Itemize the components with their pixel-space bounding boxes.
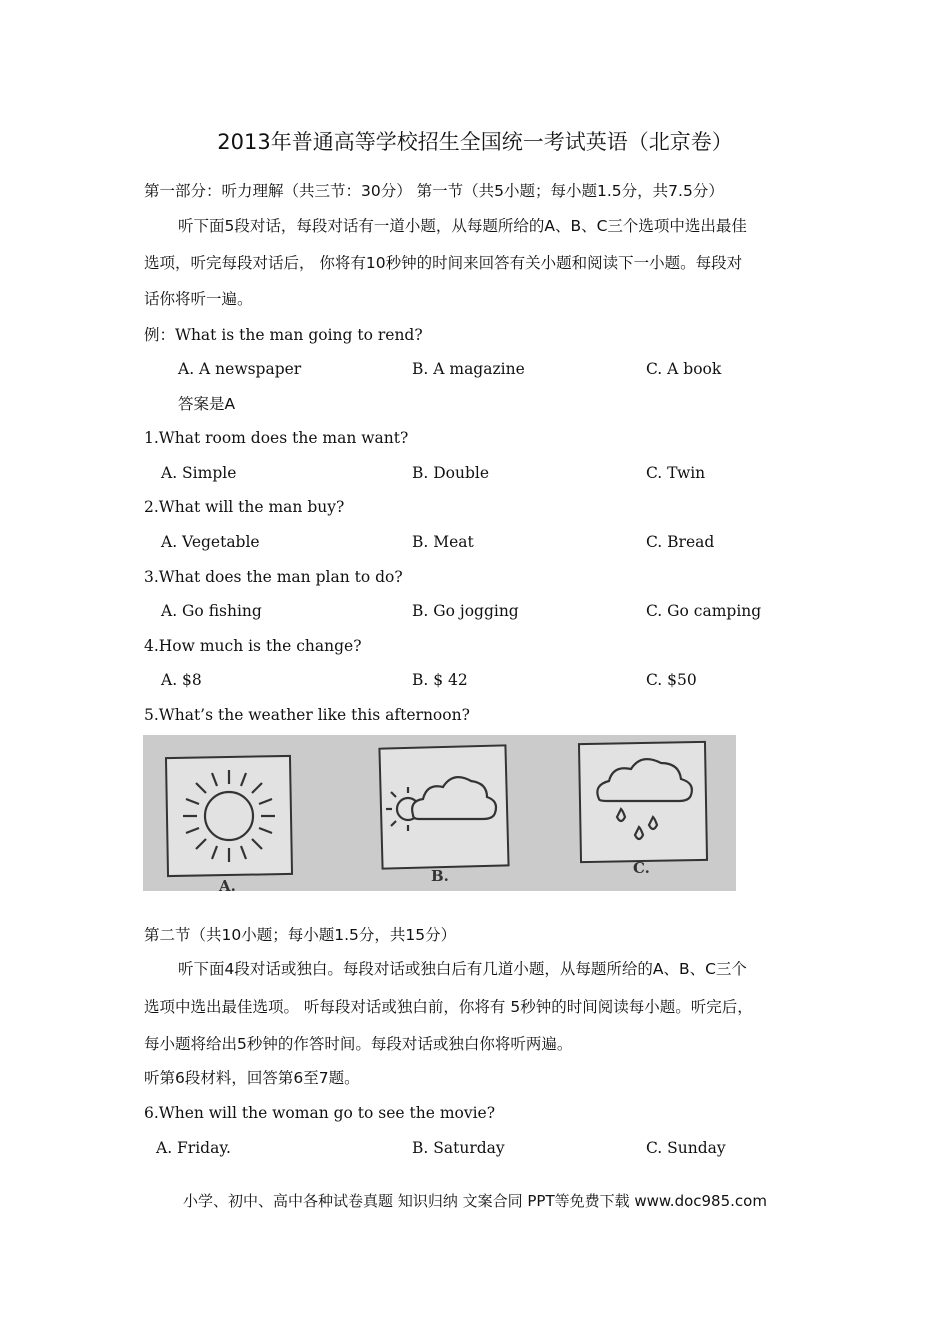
question-1: 1.What room does the man want?	[144, 429, 409, 447]
rainy-panel	[579, 742, 707, 877]
part1-heading: 第一部分：听力理解（共三节：30分） 第一节（共5小题；每小题1.5分，共7.5分）	[144, 182, 724, 200]
q3-option-a: A. Go fishing	[161, 602, 262, 620]
part1-instruction-line: 听下面5段对话，每段对话有一道小题，从每题所给的A、B、C三个选项中选出最佳	[178, 217, 747, 235]
part1-instruction-line: 选项，听完每段对话后， 你将有10秒钟的时间来回答有关小题和阅读下一小题。每段对	[144, 254, 743, 272]
option-label-c: C.	[633, 859, 650, 877]
page-footer: 小学、初中、高中各种试卷真题 知识归纳 文案合同 PPT等免费下载 www.doc985.com	[183, 1192, 767, 1210]
example-option-a: A. A newspaper	[178, 360, 302, 378]
example-prefix: 例：	[144, 326, 176, 344]
q4-option-a: A. $8	[161, 671, 202, 689]
example-option-c: C. A book	[646, 360, 722, 378]
material-note: 听第6段材料，回答第6至7题。	[144, 1069, 360, 1087]
example-question	[144, 325, 423, 345]
weather-figure	[143, 735, 736, 891]
q6-option-a: A. Friday.	[156, 1139, 231, 1157]
page-title: 2013年普通高等学校招生全国统一考试英语（北京卷）	[217, 130, 733, 154]
part2-instruction-line: 听下面4段对话或独白。每段对话或独白后有几道小题，从每题所给的A、B、C三个	[178, 960, 747, 978]
question-5: 5.What’s the weather like this afternoon?	[144, 706, 470, 724]
option-label-a: A.	[219, 877, 236, 891]
part1-instruction-line: 话你将听一遍。	[144, 290, 253, 308]
q1-option-c: C. Twin	[646, 464, 706, 482]
cloudy-panel	[379, 745, 508, 885]
part2-instruction-line: 每小题将给出5秒钟的作答时间。每段对话或独白你将听两遍。	[144, 1035, 573, 1053]
q1-option-a: A. Simple	[161, 464, 237, 482]
sun-panel	[166, 756, 292, 891]
example-question-text: What is the man going to rend?	[175, 326, 423, 344]
part2-instruction-line: 选项中选出最佳选项。 听每段对话或独白前，你将有 5秒钟的时间阅读每小题。听完后，	[144, 998, 753, 1016]
question-3: 3.What does the man plan to do?	[144, 568, 403, 586]
q3-option-c: C. Go camping	[646, 602, 762, 620]
option-label-b: B.	[431, 867, 449, 885]
q3-option-b: B. Go jogging	[412, 602, 519, 620]
q4-option-b: B. $ 42	[412, 671, 468, 689]
q2-option-b: B. Meat	[412, 533, 474, 551]
example-option-b: B. A magazine	[412, 360, 525, 378]
question-6: 6.When will the woman go to see the movie?	[144, 1104, 496, 1122]
question-2: 2.What will the man buy?	[144, 498, 345, 516]
q6-option-b: B. Saturday	[412, 1139, 505, 1157]
q1-option-b: B. Double	[412, 464, 490, 482]
example-answer: 答案是A	[178, 395, 236, 413]
part2-heading: 第二节（共10小题；每小题1.5分，共15分）	[144, 926, 457, 944]
q2-option-c: C. Bread	[646, 533, 715, 551]
question-4: 4.How much is the change?	[144, 637, 362, 655]
q2-option-a: A. Vegetable	[161, 533, 260, 551]
q6-option-c: C. Sunday	[646, 1139, 726, 1157]
q4-option-c: C. $50	[646, 671, 697, 689]
